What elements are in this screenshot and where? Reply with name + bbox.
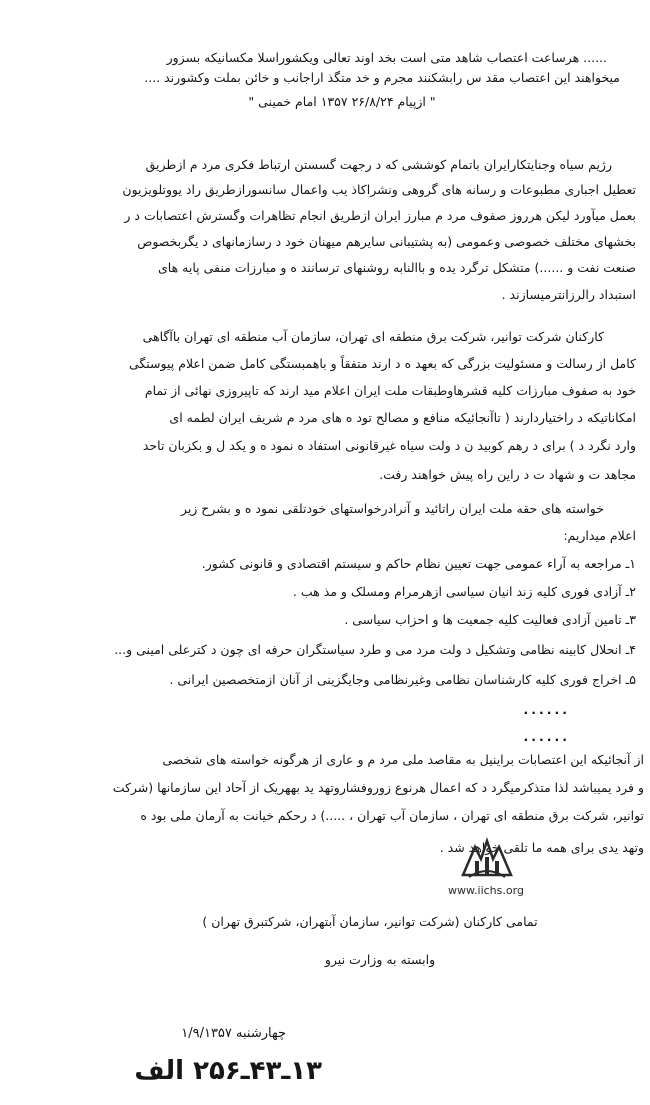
demand-item: ۳ـ تامین آزادی فعالیت کلیه جمعیت ها و احزاب سیاسی . [344, 612, 636, 627]
signature-line-1: تمامی کارکنان (شرکت توانیر، سازمان آبتهران، شرکتبرق تهران ) [202, 914, 538, 929]
demand-item: ۴ـ انحلال کابینه نظامی وتشکیل د ولت مرد می و طرد سیاستگران حرفه ای چون د کترعلی امینی و... [114, 642, 636, 657]
quote-attribution: " ازپیام ۲۶/۸/۲۴ ۱۳۵۷ امام خمینی " [248, 94, 436, 109]
paragraph-4-line: توانیر، شرکت برق منطقه ای تهران ، سازمان آب تهران ، .....) د رحکم خیانت به آرمان ملی بود ه [140, 808, 644, 823]
paragraph-2-line: خود به صفوف مبارزات کلیه قشرهاوطبقات ملت ایران اعلام مید ارند که تاپیروزی نهائی از تمام [144, 383, 636, 398]
paragraph-1-line: تعطیل اجباری مطبوعات و رسانه های گروهی ونشراکاذ یب واعمال سانسورازطریق راد یووتلویزیون [122, 182, 636, 197]
paragraph-3-line: اعلام میداریم: [563, 528, 636, 543]
paragraph-1-line: رژیم سیاه وجنایتکارایران باتمام کوششی که د رجهت گسستن ارتباط فکری مرد م ازطریق [145, 157, 612, 172]
ellipsis-row: ...... [523, 729, 570, 744]
paragraph-2-line: کامل از رسالت و مسئولیت بزرگی که بعهد ه د ارند متفقاً و باهمبستگی کامل ضمن اعلام پیوستگی [128, 356, 636, 371]
paragraph-4-line: وتهد یدی برای همه ما تلقی خواهد شد . [439, 840, 644, 855]
paragraph-1-line: استبداد رالرزانترمیسازند . [501, 287, 636, 302]
paragraph-2-line: کارکنان شرکت توانیر، شرکت برق منطقه ای تهران، سازمان آب منطقه ای تهران باآگاهی [142, 329, 604, 344]
paragraph-2-line: مجاهد ت و شهاد ت د راین راه پیش خواهند رفت. [379, 467, 636, 482]
ellipsis-row: ...... [523, 702, 570, 717]
paragraph-1-line: بخشهای مختلف خصوصی وعمومی (به پشتیبانی سایرهم میهنان خود د رسازمانهای د یگربخصوص [137, 234, 636, 249]
demand-item: ۲ـ آزادی فوری کلیه زند انیان سیاسی ازهرمرام ومسلک و مذ هب . [292, 584, 636, 599]
paragraph-2-line: امکاناتیکه د راختیاردارند ( تاآنجائیکه منافع و مصالح تود ه های مرد م شریف ایران لطمه ای [169, 410, 636, 425]
demand-item: ۵ـ اخراج فوری کلیه کارشناسان نظامی وغیرنظامی وجایگزینی از آنان ازمتخصصین ایرانی . [169, 672, 636, 687]
document-number: ۱۳ـ۴۳ـ۲۵۶ الف [134, 1056, 322, 1086]
date-line: چهارشنبه ۱/۹/۱۳۵۷ [181, 1026, 286, 1041]
paragraph-2-line: وارد نگرد د ) برای د رهم کوبید ن د ولت سیاه غیرقانونی استفاد ه نمود ه و یکد ل و بکزبان تاحد [142, 438, 636, 453]
quote-line-2: میخواهند این اعتصاب مقد س رابشکنند مجرم و خد متگذ اراجانب و خائن بملت وکشورند .... [144, 70, 620, 85]
paragraph-1-line: بعمل میآورد لیکن هرروز صفوف مرد م مبارز ایران ازطریق انجام تظاهرات وگسترش اعتصابات د ر [124, 208, 636, 223]
demand-item: ۱ـ مراجعه به آراء عمومی جهت تعیین نظام حاکم و سیستم اقتصادی و قانونی کشور. [201, 556, 636, 571]
paragraph-3-line: خواسته های حقه ملت ایران راتائید و آنرادرخواستهای خودتلقی نمود ه و بشرح زیر [180, 501, 604, 516]
signature-line-2: وابسته به وزارت نیرو [324, 952, 436, 967]
paragraph-4-line: از آنجائیکه این اعتصابات براینیل به مقاصد ملی مرد م و عاری از هرگونه خواسته های شخصی [162, 752, 644, 767]
paragraph-4-line: و فرد یمیباشد لذا متذکرمیگرد د که اعمال هرنوع زوروفشاروتهد ید بههریک از آحاد این سازمانها (شرکت [112, 780, 644, 795]
iichs-logo-icon [455, 835, 519, 883]
quote-line-1: ...... هرساعت اعتصاب شاهد متی است بخد اوند تعالی ویکشوراسلا مکسانیکه بسزور [166, 50, 607, 65]
paragraph-1-line: صنعت نفت و ......) متشکل ترگرد یده و باالنابه روشنهای ترسانند ه و مبارزات منفی پایه های [157, 260, 636, 275]
watermark-url: www.iichs.org [448, 884, 524, 897]
